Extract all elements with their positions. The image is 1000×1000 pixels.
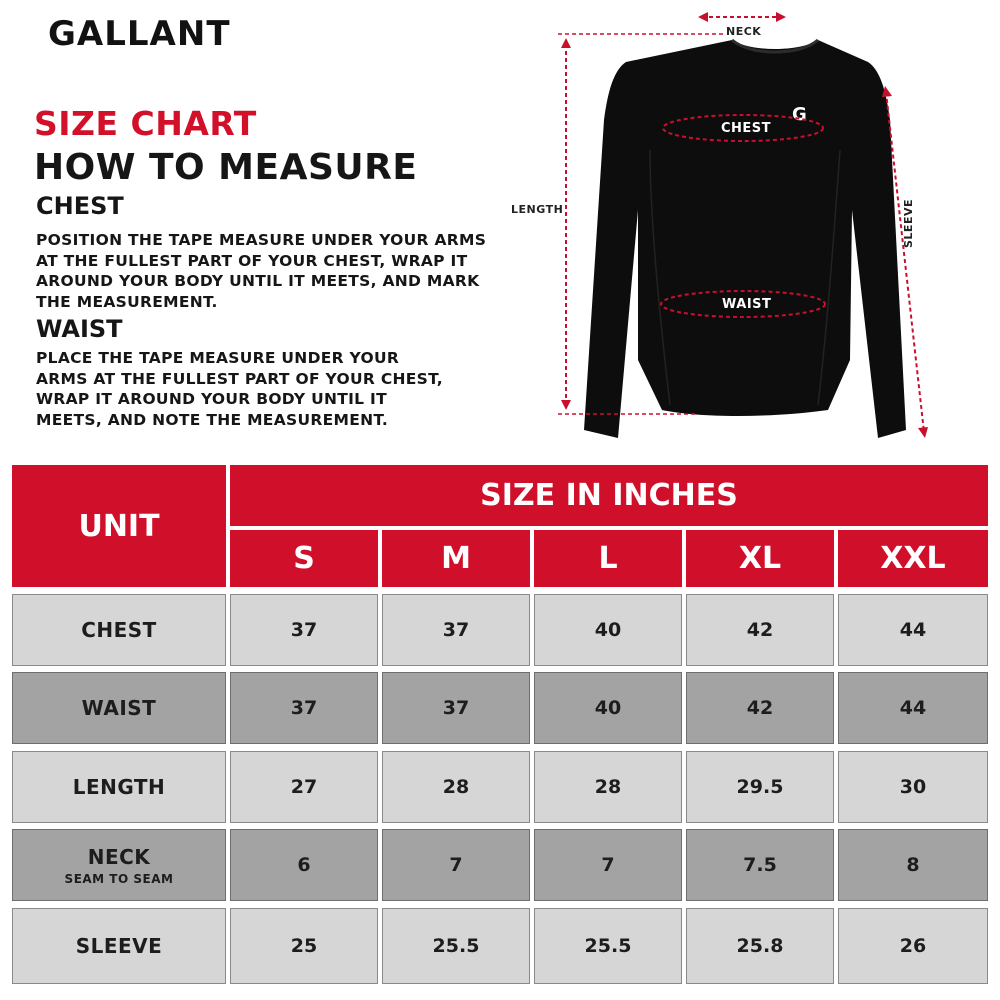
length-arrowhead-top xyxy=(561,38,571,48)
table-cell: 30 xyxy=(838,751,988,823)
length-label: LENGTH xyxy=(511,203,564,216)
table-cell: 37 xyxy=(230,672,378,744)
chest-heading: CHEST xyxy=(36,192,124,220)
neck-label: NECK xyxy=(726,25,762,38)
shirt-illustration xyxy=(500,0,1000,460)
table-cell: 26 xyxy=(838,908,988,984)
row-label-subtext: SEAM TO SEAM xyxy=(64,871,174,886)
brand-logo: GALLANT xyxy=(48,14,231,54)
row-label-text: NECK xyxy=(87,844,151,869)
sleeve-label: SLEEVE xyxy=(902,199,915,248)
length-arrowhead-bottom xyxy=(561,400,571,410)
shirt-diagram xyxy=(500,0,1000,460)
chest-instructions: POSITION THE TAPE MEASURE UNDER YOUR ARMS AT THE FULLEST PART OF YOUR CHEST, WRAP IT AROUND YOUR BODY UNTIL IT MEETS, AND MARK THE MEASUREMENT. xyxy=(36,231,487,311)
size-header-xl: XL xyxy=(686,530,834,587)
how-to-measure-title: HOW TO MEASURE xyxy=(34,147,418,188)
row-label-neck xyxy=(12,829,226,901)
table-cell: 25.5 xyxy=(534,908,682,984)
table-cell: 37 xyxy=(382,594,530,666)
row-label-sleeve xyxy=(12,908,226,984)
table-cell: 7 xyxy=(382,829,530,901)
size-header-l: L xyxy=(534,530,682,587)
table-cell: 27 xyxy=(230,751,378,823)
table-cell: 25.8 xyxy=(686,908,834,984)
table-cell: 44 xyxy=(838,672,988,744)
waist-diagram-label: WAIST xyxy=(722,297,772,312)
row-label-text: WAIST xyxy=(81,696,157,720)
table-cell: 25 xyxy=(230,908,378,984)
table-cell: 40 xyxy=(534,672,682,744)
table-cell: 28 xyxy=(534,751,682,823)
waist-instructions: PLACE THE TAPE MEASURE UNDER YOUR ARMS AT THE FULLEST PART OF YOUR CHEST, WRAP IT AROUND YOUR BODY UNTIL IT MEETS, AND NOTE THE MEASUREMENT. xyxy=(36,349,443,429)
sleeve-arrowhead-bottom xyxy=(918,427,928,438)
row-label-text: SLEEVE xyxy=(75,934,163,958)
table-cell: 29.5 xyxy=(686,751,834,823)
size-header-m: M xyxy=(382,530,530,587)
neck-arrowhead-right xyxy=(776,12,786,22)
table-cell: 40 xyxy=(534,594,682,666)
row-label-waist xyxy=(12,672,226,744)
table-cell: 42 xyxy=(686,594,834,666)
table-cell: 7.5 xyxy=(686,829,834,901)
table-cell: 8 xyxy=(838,829,988,901)
table-cell: 37 xyxy=(382,672,530,744)
table-cell: 28 xyxy=(382,751,530,823)
shirt-logo: G xyxy=(792,104,807,125)
neck-arrowhead-left xyxy=(698,12,708,22)
table-cell: 37 xyxy=(230,594,378,666)
chest-diagram-label: CHEST xyxy=(721,121,772,136)
size-header-s: S xyxy=(230,530,378,587)
unit-header: UNIT xyxy=(12,465,226,587)
row-label-text: CHEST xyxy=(81,618,157,642)
size-in-inches-header: SIZE IN INCHES xyxy=(230,465,988,526)
row-label-chest xyxy=(12,594,226,666)
row-label-length xyxy=(12,751,226,823)
shirt-body xyxy=(584,40,906,438)
table-cell: 42 xyxy=(686,672,834,744)
row-label-text: LENGTH xyxy=(72,775,166,799)
size-chart-title: SIZE CHART xyxy=(34,104,257,143)
size-header-xxl: XXL xyxy=(838,530,988,587)
table-cell: 6 xyxy=(230,829,378,901)
table-cell: 44 xyxy=(838,594,988,666)
table-cell: 25.5 xyxy=(382,908,530,984)
waist-heading: WAIST xyxy=(36,315,123,343)
table-cell: 7 xyxy=(534,829,682,901)
